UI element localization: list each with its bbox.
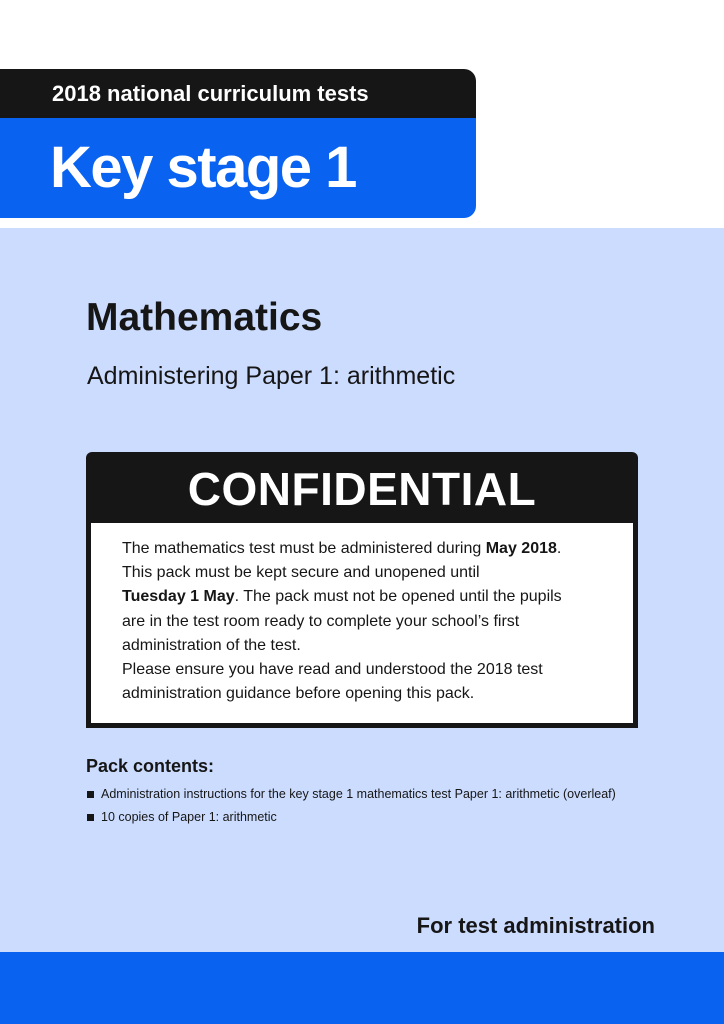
footer-label: For test administration bbox=[416, 913, 655, 938]
confidential-title: CONFIDENTIAL bbox=[187, 463, 537, 515]
header-banner bbox=[0, 69, 476, 218]
notice-line-5: administration of the test. bbox=[122, 636, 301, 654]
notice-open-date: Tuesday 1 May bbox=[122, 588, 235, 606]
pack-contents-list bbox=[86, 787, 626, 833]
notice-line-6: Please ensure you have read and understood the 2018 test bbox=[122, 661, 543, 679]
confidential-box bbox=[86, 452, 638, 728]
square-bullet-icon bbox=[87, 791, 94, 798]
confidential-notice bbox=[91, 523, 633, 723]
list-item: 10 copies of Paper 1: arithmetic bbox=[86, 810, 626, 825]
series-title: 2018 national curriculum tests bbox=[0, 69, 476, 118]
notice-line-1: The mathematics test must be administered during May 2018. bbox=[122, 540, 562, 557]
key-stage-title: Key stage 1 bbox=[0, 118, 476, 218]
notice-line-4: are in the test room ready to complete your school’s first bbox=[122, 612, 520, 630]
square-bullet-icon bbox=[87, 814, 94, 821]
bottom-bar bbox=[0, 952, 724, 1024]
list-item: Administration instructions for the key stage 1 mathematics test Paper 1: arithmetic (overleaf) bbox=[86, 787, 626, 802]
pack-contents-heading: Pack contents: bbox=[86, 756, 215, 776]
notice-line-7: administration guidance before opening this pack. bbox=[122, 685, 475, 703]
notice-date: May 2018 bbox=[485, 540, 557, 557]
notice-line-2: This pack must be kept secure and unopened until bbox=[122, 564, 480, 582]
subject-title: Mathematics bbox=[86, 296, 323, 339]
notice-line-3: Tuesday 1 May. The pack must not be opened until the pupils bbox=[122, 588, 562, 606]
subject-subtitle: Administering Paper 1: arithmetic bbox=[87, 362, 456, 390]
